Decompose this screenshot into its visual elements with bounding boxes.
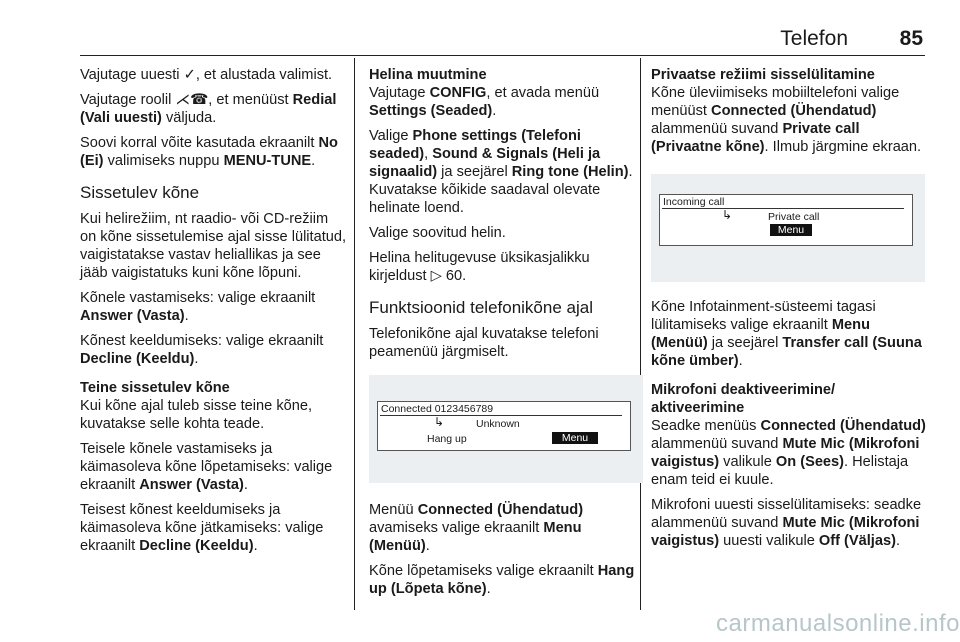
column-divider-1: [354, 58, 355, 610]
subsection-heading: Privaatse režiimi sisselülitamine: [651, 67, 875, 83]
page-number: 85: [899, 27, 923, 50]
paragraph: Valige Phone settings (Telefoni seaded), Sound & Signals (Heli ja signaalid) ja seejärel Ring tone (Helin). Kuvatakse kõikide saadaval olevate helinate loend.: [369, 128, 633, 216]
paragraph: Helina helitugevuse üksikasjalikku kirjeldust ▷ 60.: [369, 250, 590, 284]
hang-up-option: Hang up: [427, 433, 467, 445]
paragraph: Teisest kõnest keeldumiseks ja käimasoleva kõne jätkamiseks: valige ekraanilt Decline (Keeldu).: [80, 502, 324, 554]
caller-name: Unknown: [476, 418, 520, 430]
paragraph: Kõne üleviimiseks mobiiltelefoni valige menüüst Connected (Ühendatud) alammenüü suvand Private call (Privaatne kõne). Ilmub järgmine ekraan.: [651, 85, 922, 155]
screen-divider: [662, 208, 904, 209]
caller-name: Private call: [768, 211, 820, 223]
paragraph: Vajutage uuesti ✓, et alustada valimist.: [80, 67, 333, 83]
subsection-heading: Teine sissetulev kõne: [80, 380, 230, 396]
paragraph: Mikrofoni uuesti sisselülitamiseks: seadke alammenüü suvand Mute Mic (Mikrofoni vaigistus) uuesti valikule Off (Väljas).: [651, 497, 922, 549]
column-divider-2: [640, 58, 641, 610]
paragraph: Kõnest keeldumiseks: valige ekraanilt Decline (Keeldu).: [80, 333, 324, 367]
paragraph: Kõne lõpetamiseks valige ekraanilt Hang up (Lõpeta kõne).: [369, 563, 635, 597]
screen-title: Connected 0123456789: [381, 403, 494, 415]
steering-phone-icon: ⋌☎: [175, 92, 209, 108]
paragraph: Vajutage CONFIG, et avada menüü Settings (Seaded).: [369, 85, 600, 119]
call-transfer-icon: ↳: [722, 208, 733, 222]
paragraph: Valige soovitud helin.: [369, 225, 506, 241]
menu-option: Menu: [770, 224, 812, 236]
subsection-heading: Mikrofoni deaktiveerimine/ aktiveerimine: [651, 382, 836, 416]
paragraph: Teisele kõnele vastamiseks ja käimasoleva kõne lõpetamiseks: valige ekraanilt Answer (Vasta).: [80, 441, 333, 493]
column-3: [651, 66, 927, 557]
header-rule: [80, 55, 925, 56]
screen-title: Incoming call: [663, 196, 725, 208]
connected-screen-illustration: [369, 375, 643, 483]
section-heading: Sissetulev kõne: [80, 183, 200, 202]
paragraph: Vajutage roolil ⋌☎, et menüüst Redial (Vali uuesti) väljuda.: [80, 92, 337, 126]
paragraph: Kõnele vastamiseks: valige ekraanilt Answer (Vasta).: [80, 290, 316, 324]
private-call-screen-illustration: [651, 174, 925, 282]
screen-display: [377, 401, 631, 451]
column-2: [369, 66, 635, 605]
screen-divider: [380, 415, 622, 416]
call-transfer-icon: ↳: [434, 415, 445, 429]
paragraph: Kui kõne ajal tuleb sisse teine kõne, kuvatakse selle kohta teade.: [80, 398, 313, 432]
page-header: [0, 0, 960, 52]
chapter-title: Telefon: [780, 27, 848, 50]
call-icon: ✓: [183, 67, 196, 83]
screen-display: [659, 194, 913, 246]
paragraph: Soovi korral võite kasutada ekraanilt No (Ei) valimiseks nuppu MENU-TUNE.: [80, 135, 338, 169]
page-reference-icon: ▷: [430, 268, 442, 284]
paragraph: Seadke menüüs Connected (Ühendatud) alammenüü suvand Mute Mic (Mikrofoni vaigistus) valikule On (Sees). Helistaja enam teid ei kuule.: [651, 418, 926, 488]
section-heading: Funktsioonid telefonikõne ajal: [369, 298, 593, 317]
paragraph: Menüü Connected (Ühendatud) avamiseks valige ekraanilt Menu (Menüü).: [369, 502, 584, 554]
menu-option: Menu: [552, 432, 598, 444]
watermark: carmanualsonline.info: [716, 610, 960, 637]
paragraph: Kui helirežiim, nt raadio- või CD-režiim on kõne sissetulemise ajal sisse lülitatud, vaigistatakse vastav heliallikas ja see jääb vaigistatuks kuni kõne lõpuni.: [80, 211, 347, 281]
column-1: [80, 66, 348, 562]
subsection-heading: Helina muutmine: [369, 67, 487, 83]
paragraph: Telefonikõne ajal kuvatakse telefoni peamenüü järgmiselt.: [369, 326, 599, 360]
paragraph: Kõne Infotainment-süsteemi tagasi lülitamiseks valige ekraanilt Menu (Menüü) ja seejärel Transfer call (Suuna kõne ümber).: [651, 299, 922, 369]
